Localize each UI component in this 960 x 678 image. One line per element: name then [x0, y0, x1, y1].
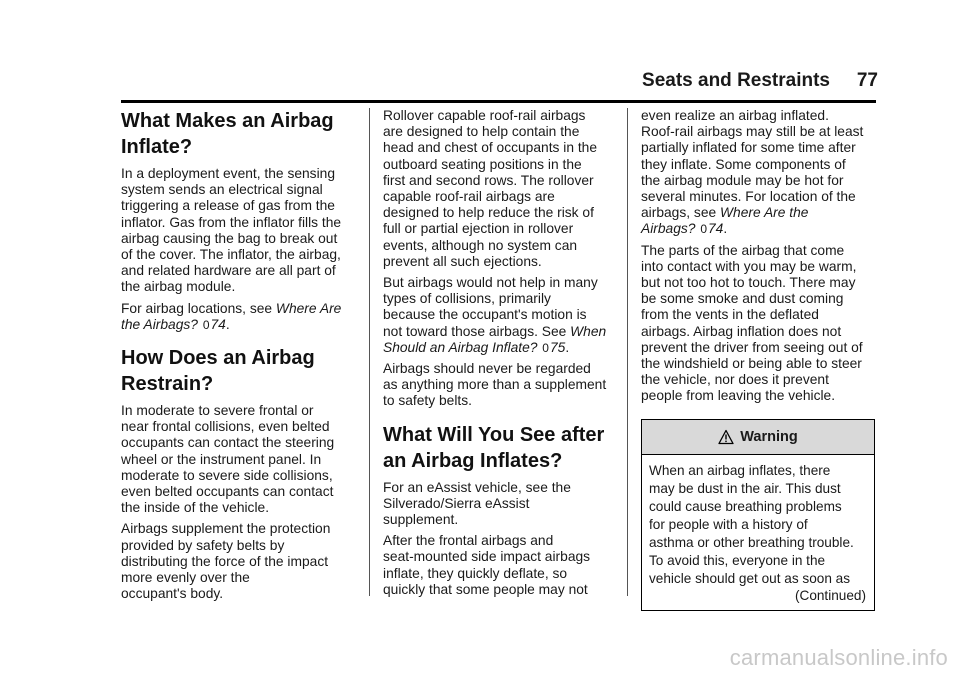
paragraph-text: For airbag locations, see: [121, 300, 276, 316]
paragraph-text: But airbags would not help in many types of collisions, primarily because the occupant's motion is not toward those airbags. See: [383, 275, 598, 339]
column-divider-2: [627, 108, 628, 596]
paragraph: After the frontal airbags and seat-mounted side impact airbags inflate, they quickly deflate, so quickly that some people may not: [383, 533, 591, 597]
paragraph: The parts of the airbag that come into contact with you may be warm, but not too hot to touch. There may be some smoke and dust coming from the vents in the deflated airbags. Airbag inflation does not prevent the driver from seeing out of the windshield or being able to steer the vehicle, nor does it prevent people from leaving the vehicle.: [641, 242, 863, 404]
paragraph-text: even realize an airbag inflated. Roof-rail airbags may still be at least partially inflated for some time after they inflate. Some components of the airbag module may be hot for several minutes. For location of the airbags, see: [641, 108, 864, 221]
column-1: [121, 108, 355, 607]
column-2: [383, 108, 617, 603]
page-number: 77: [856, 70, 878, 91]
paragraph: Rollover capable roof-rail airbags are designed to help contain the head and chest of occupants in the outboard seating positions in the first and second rows. The rollover capable roof-rail airbags are designed to help reduce the risk of full or partial ejection in rollover events, although no system can prevent all such ejections.: [383, 108, 598, 269]
page-reference[interactable]: 74: [708, 221, 724, 237]
page-ref-icon: 0: [700, 222, 707, 237]
page-ref-icon: 0: [542, 340, 549, 355]
column-divider-1: [369, 108, 370, 596]
warning-title: Warning: [740, 428, 798, 445]
heading-how-does-airbag-restrain: How Does an Airbag Restrain?: [121, 347, 315, 396]
page-reference[interactable]: 74: [210, 316, 226, 332]
cross-reference-link[interactable]: When Should an Airbag Inflate?: [383, 323, 607, 355]
warning-triangle-icon: [718, 429, 734, 445]
watermark: carmanualsonline.info: [729, 645, 948, 670]
paragraph: In a deployment event, the sensing system sends an electrical signal triggering a release of gas from the inflator. Gas from the inflator fills the airbag causing the bag to break out of the cover. The inflator, the airbag, and related hardware are all part of the airbag module.: [121, 166, 342, 295]
warning-header: [642, 420, 874, 455]
heading-what-makes-airbag-inflate: What Makes an Airbag Inflate?: [121, 110, 334, 158]
paragraph: For airbag locations, see Where Are the Airbags? 074.: [121, 300, 342, 332]
paragraph: Airbags should never be regarded as anything more than a supplement to safety belts.: [383, 361, 607, 409]
paragraph: But airbags would not help in many types of collisions, primarily because the occupant's motion is not toward those airbags. See When Should an Airbag Inflate? 075.: [383, 275, 607, 355]
paragraph: even realize an airbag inflated. Roof-rail airbags may still be at least partially inflated for some time after they inflate. Some components of the airbag module may be hot for several minutes. For location of the airbags, see Where Are the Airbags? 074.: [641, 108, 864, 237]
section-title: Seats and Restraints: [642, 70, 830, 91]
paragraph: For an eAssist vehicle, see the Silverado/Sierra eAssist supplement.: [383, 479, 571, 528]
header-rule: [121, 100, 876, 103]
cross-reference-link[interactable]: Where Are the Airbags?: [641, 205, 809, 237]
column-3: [641, 108, 875, 611]
page-ref-icon: 0: [202, 317, 210, 332]
paragraph: Airbags supplement the protection provided by safety belts by distributing the force of the impact more evenly over the occupant's body.: [121, 521, 331, 602]
heading-what-will-you-see: What Will You See after an Airbag Inflates?: [383, 423, 605, 472]
page-reference[interactable]: 75: [549, 339, 566, 355]
warning-box: [641, 419, 875, 611]
cross-reference-link[interactable]: Where Are the Airbags?: [121, 300, 342, 332]
warning-text: When an airbag inflates, there may be dust in the air. This dust could cause breathing problems for people with a history of asthma or other breathing trouble. To avoid this, everyone in the vehicle should get out as soon as: [649, 462, 854, 586]
continued-label: (Continued): [794, 587, 866, 603]
warning-body: [642, 455, 874, 610]
paragraph: In moderate to severe frontal or near frontal collisions, even belted occupants can contact the steering wheel or the instrument panel. In moderate to severe side collisions, even belted occupants can contact the inside of the vehicle.: [121, 403, 335, 516]
